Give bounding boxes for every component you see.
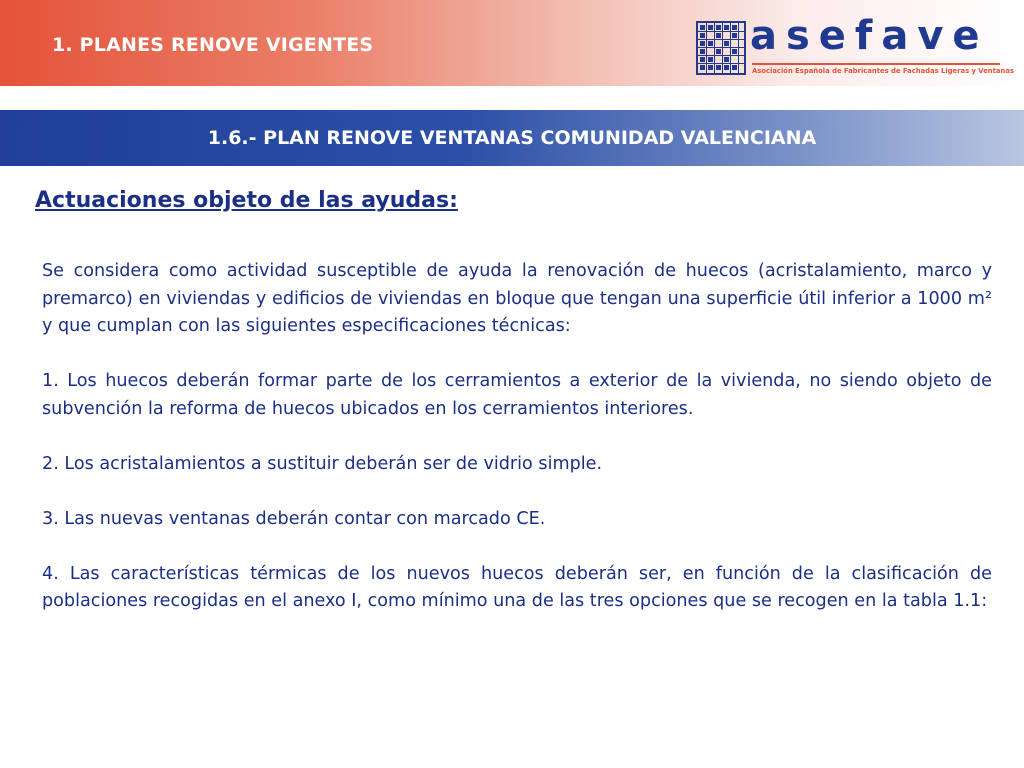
subsection-title: 1.6.- PLAN RENOVE VENTANAS COMUNIDAD VALENCIANA <box>207 127 817 149</box>
list-item: 2. Los acristalamientos a sustituir deberán ser de vidrio simple. <box>42 453 603 474</box>
logo-grid-icon <box>696 21 746 75</box>
logo-tagline: Asociación Española de Fabricantes de Fachadas Ligeras y Ventanas <box>752 67 1014 75</box>
list-item: 3. Las nuevas ventanas deberán contar con marcado CE. <box>42 508 546 529</box>
list-item: 1. Los huecos deberán formar parte de los cerramientos a exterior de la vivienda, no siendo objeto de subvención la reforma de huecos ubicados en los cerramientos interiores. <box>42 371 992 419</box>
logo-wordmark: asefave <box>750 13 989 59</box>
body-text <box>42 258 992 643</box>
subtitle-band <box>0 110 1024 166</box>
content-heading: Actuaciones objeto de las ayudas: <box>35 188 458 213</box>
logo-divider <box>752 63 1000 65</box>
section-title: 1. PLANES RENOVE VIGENTES <box>52 34 374 56</box>
asefave-logo <box>692 13 1014 80</box>
intro-paragraph: Se considera como actividad susceptible de ayuda la renovación de huecos (acristalamiento, marco y premarco) en viviendas y edificios de viviendas en bloque que tengan una superficie útil inferior a 1000 m² y que cumplan con las siguientes especificaciones técnicas: <box>42 261 992 336</box>
list-item: 4. Las características térmicas de los nuevos huecos deberán ser, en función de la clasificación de poblaciones recogidas en el anexo I, como mínimo una de las tres opciones que se recogen en la tabla 1.1: <box>42 563 992 611</box>
top-banner <box>0 0 1024 86</box>
